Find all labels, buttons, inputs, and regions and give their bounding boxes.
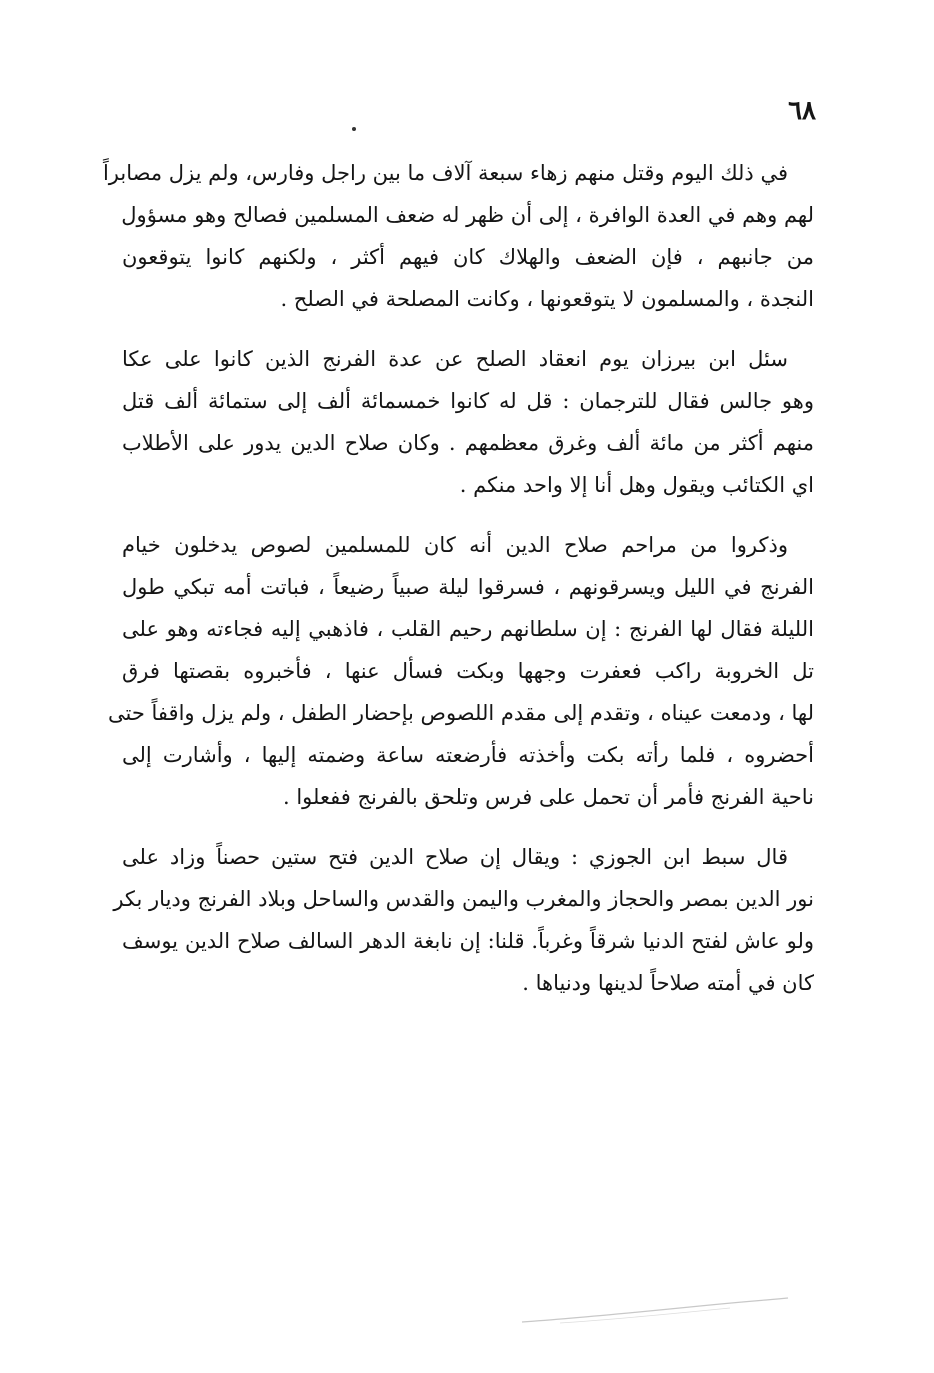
scan-smudge-mark: [520, 1296, 790, 1326]
text-line: ناحية الفرنج فأمر أن تحمل على فرس وتلحق بالفرنج ففعلوا .: [283, 785, 814, 809]
text-line: الفرنج في الليل ويسرقونهم ، فسرقوا ليلة صبياً رضيعاً ، فباتت أمه تبكي طول: [122, 575, 814, 599]
text-line: أحضروه ، فلما رأته بكت وأخذته فأرضعته ساعة وضمته إليها ، وأشارت إلى: [122, 743, 814, 767]
text-line: من جانبهم ، فإن الضعف والهلاك كان فيهم أكثر ، ولكنهم كانوا يتوقعون: [122, 245, 814, 269]
text-line: قال سبط ابن الجوزي : ويقال إن صلاح الدين فتح ستين حصناً وزاد على: [122, 845, 788, 869]
paragraph-3: [108, 524, 814, 818]
text-line: لهم وهم في العدة الوافرة ، إلى أن ظهر له ضعف المسلمين فصالح وهو مسؤول: [121, 203, 814, 227]
stray-ink-dot: [352, 127, 356, 131]
text-line: سئل ابن بيرزان يوم انعقاد الصلح عن عدة الفرنج الذين كانوا على عكا: [122, 347, 788, 371]
text-line: وذكروا من مراحم صلاح الدين أنه كان للمسلمين لصوص يدخلون خيام: [122, 533, 788, 557]
paragraph-2: [122, 338, 814, 506]
text-line: اي الكتائب ويقول وهل أنا إلا واحد منكم .: [459, 473, 814, 497]
paragraph-4: [113, 836, 814, 1004]
text-line: وهو جالس فقال للترجمان : قل له كانوا خمسمائة ألف إلى ستمائة ألف قتل: [122, 389, 814, 413]
text-line: لها ، ودمعت عيناه ، وتقدم إلى مقدم اللصوص بإحضار الطفل ، ولم يزل واقفاً حتى: [108, 701, 814, 725]
text-line: ولو عاش لفتح الدنيا شرقاً وغرباً. قلنا: إن نابغة الدهر السالف صلاح الدين يوسف: [122, 929, 814, 953]
text-line: نور الدين بمصر والحجاز والمغرب واليمن والقدس والساحل وبلاد الفرنج وديار بكر: [113, 887, 814, 911]
page-number: ٦٨: [788, 96, 816, 126]
paragraph-1: [102, 152, 814, 320]
text-line: النجدة ، والمسلمون لا يتوقعونها ، وكانت المصلحة في الصلح .: [280, 287, 814, 311]
text-line: تل الخروبة راكب فعفرت وجهها وبكت فسأل عنها ، فأخبروه بقصتها فرق: [122, 659, 814, 683]
text-line: منهم أكثر من مائة ألف وغرق معظمهم . وكان صلاح الدين يدور على الأطلاب: [122, 431, 814, 455]
text-line: في ذلك اليوم وقتل منهم زهاء سبعة آلاف ما بين راجل وفارس، ولم يزل مصابراً: [102, 161, 788, 185]
text-line: الليلة فقال لها الفرنج : إن سلطانهم رحيم القلب ، فاذهبي إليه فجاءته وهو على: [122, 617, 814, 641]
body-text: [102, 152, 814, 1022]
text-line: كان في أمته صلاحاً لدينها ودنياها .: [522, 971, 814, 995]
